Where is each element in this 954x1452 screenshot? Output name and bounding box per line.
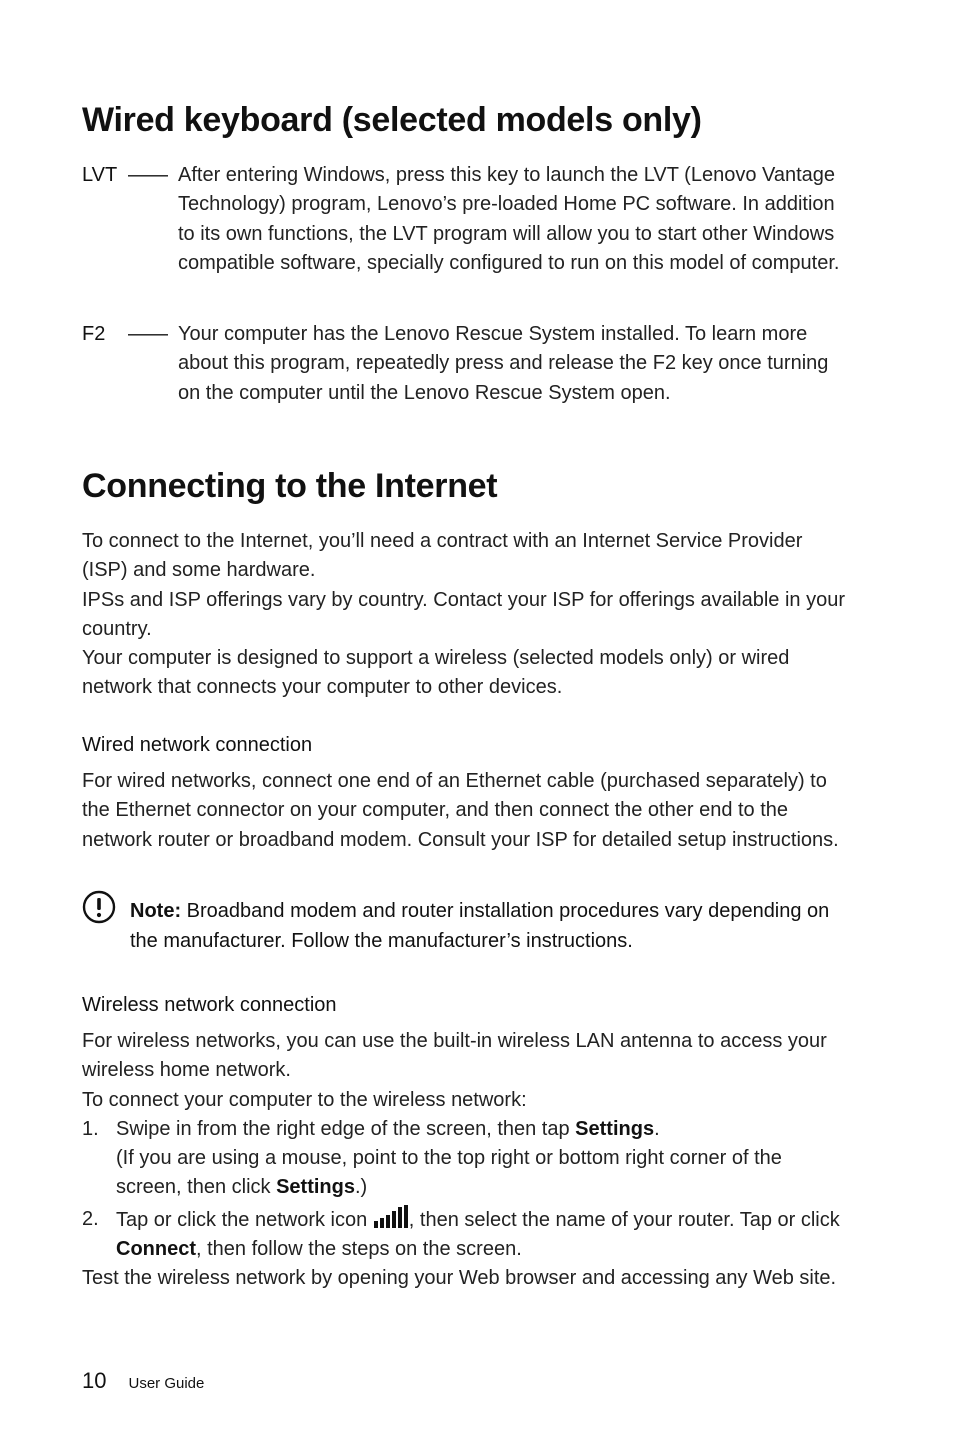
intro-paragraph: Your computer is designed to support a wireless (selected models only) or wired network that connects your computer to other devices. bbox=[82, 647, 790, 699]
section-title-wired-keyboard: Wired keyboard (selected models only) bbox=[82, 101, 702, 139]
key-dash: —— bbox=[128, 164, 168, 186]
connect-label: Connect bbox=[116, 1238, 196, 1261]
wireless-body: For wireless networks, you can use the built-in wireless LAN antenna to access your wireless home network. bbox=[82, 1030, 827, 1082]
note-label: Note: bbox=[130, 900, 182, 922]
guide-label: User Guide bbox=[128, 1375, 205, 1392]
subheading-wired: Wired network connection bbox=[82, 734, 313, 756]
network-signal-icon bbox=[373, 1205, 409, 1229]
step-number: 2. bbox=[82, 1207, 99, 1230]
key-text: Your computer has the Lenovo Rescue System installed. To learn more about this program, repeatedly press and release the F2 key once turning on the computer until the Lenovo Rescue System open. bbox=[178, 323, 829, 404]
key-text: After entering Windows, press this key to launch the LVT (Lenovo Vantage Technology) program, Lenovo’s pre-loaded Home PC software. In addition to its own functions, the LVT program will allow you to start other Windows compatible software, specially configured to run on this model of computer. bbox=[178, 164, 840, 274]
settings-label: Settings bbox=[575, 1117, 655, 1140]
list-item bbox=[82, 1115, 852, 1203]
key-dash: —— bbox=[128, 323, 168, 345]
list-item bbox=[82, 1205, 852, 1265]
note-box bbox=[82, 888, 852, 956]
key-description-lvt bbox=[82, 161, 852, 278]
page-number: 10 bbox=[82, 1368, 107, 1393]
note-body: Broadband modem and router installation procedures vary depending on the manufacturer. Follow the manufacturer’s instructions. bbox=[130, 900, 830, 952]
steps-list bbox=[82, 1115, 852, 1264]
subheading-wireless: Wireless network connection bbox=[82, 994, 337, 1016]
settings-label: Settings bbox=[276, 1176, 355, 1199]
step-number: 1. bbox=[82, 1117, 99, 1140]
step-text: Swipe in from the right edge of the screen, then tap Settings. (If you are using a mouse, point to the top right or bottom right corner of the screen, then click Settings.) bbox=[116, 1117, 782, 1199]
key-name: F2 bbox=[82, 323, 106, 345]
intro-paragraph: IPSs and ISP offerings vary by country. Contact your ISP for offerings available in your country. bbox=[82, 588, 845, 640]
wired-body: For wired networks, connect one end of an Ethernet cable (purchased separately) to the Ethernet connector on your computer, and then connect the other end to the network router or broadband modem. Consult your ISP for detailed setup instructions. bbox=[82, 770, 839, 851]
wireless-section bbox=[82, 1027, 852, 1294]
intro-paragraph: To connect to the Internet, you’ll need a contract with an Internet Service Provider (ISP) and some hardware. bbox=[82, 530, 803, 582]
section-title-connecting-internet: Connecting to the Internet bbox=[82, 467, 498, 505]
page-footer bbox=[82, 1368, 204, 1394]
exclamation-icon bbox=[82, 888, 130, 928]
step-text: Tap or click the network icon , then select the name of your router. Tap or click Connect, then follow the steps on the screen. bbox=[116, 1205, 852, 1265]
key-description-f2 bbox=[82, 320, 852, 408]
intro-paragraphs bbox=[82, 527, 852, 703]
note-text bbox=[130, 888, 852, 956]
key-name: LVT bbox=[82, 164, 118, 186]
wireless-closing: Test the wireless network by opening your Web browser and accessing any Web site. bbox=[82, 1267, 837, 1290]
wireless-instruction: To connect your computer to the wireless network: bbox=[82, 1088, 527, 1111]
